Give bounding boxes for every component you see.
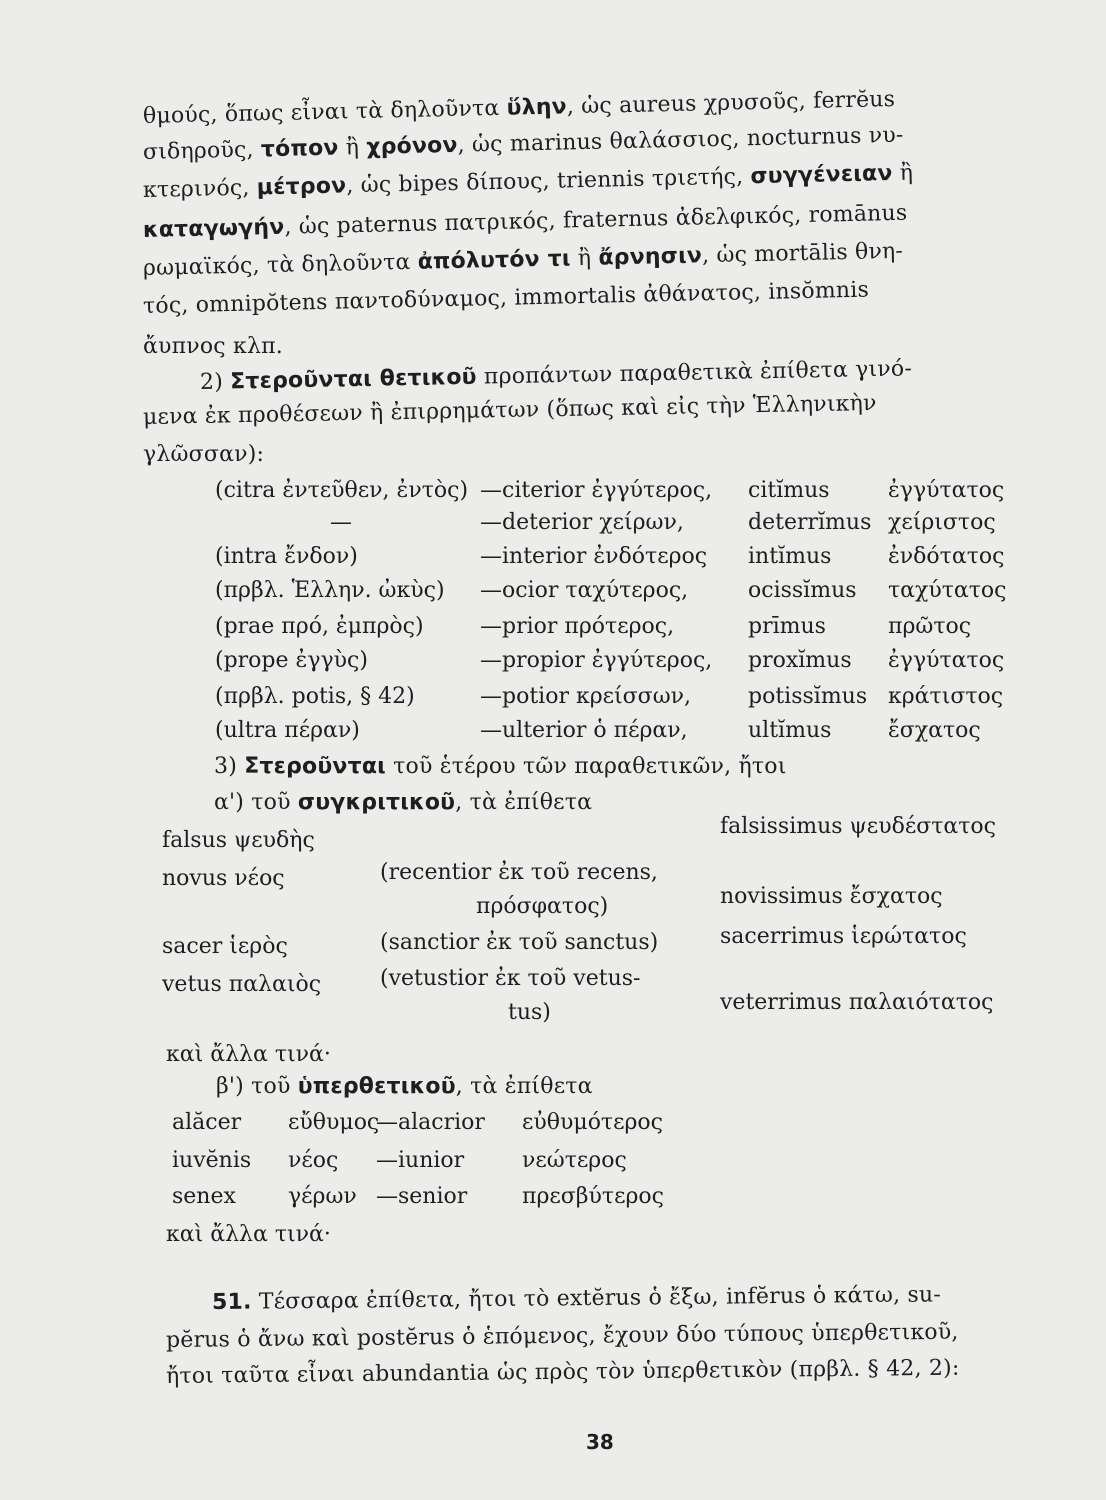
text-line: γλῶσσαν): [143,442,265,467]
text-line: μενα ἐκ προθέσεων ἢ ἐπιρρημάτων (ὅπως καὶ εἰς τὴν Ἑλληνικὴν [142,390,877,430]
table-cell: πρόσφατος) [476,894,609,919]
section-2-heading-line: 2) Στεροῦνται θετικοῦ προπάντων παραθετικὰ ἐπίθετα γινό- [199,356,913,395]
table-cell: sacer ἱερὸς [162,934,288,959]
table-cell: tus) [508,1000,551,1025]
text-line: καταγωγήν, ὡς paternus πατρικός, fraternus ἀδελφικός, romānus [142,200,908,243]
book-page: θμούς, ὅπως εἶναι τὰ δηλοῦντα ὕλην, ὡς aureus χρυσοῦς, ferrĕus σιδηροῦς, τόπον ἢ χρόνον, ὡς marinus θαλάσσιος, nocturnus νυ- κτερινός, μέτρον, ὡς bipes δίπους, triennis τριετής, συγγένειαν ἢ καταγωγήν, ὡς paternus πατρικός, fraternus ἀδελφικός, romānus ρωμαϊκός, τὰ δηλοῦντα ἀπόλυτόν τι ἢ ἄρνησιν, ὡς mortālis θνη- τός, omnipŏtens παντοδύναμος, immortalis ἀθάνατος, insŏmnis ἄυπνος κλπ. 2) Στεροῦνται θετικοῦ προπάντων παραθετικὰ ἐπίθετα γινό- μενα ἐκ προθέσεων ἢ ἐπιρρημάτων (ὅπως καὶ εἰς τὴν Ἑλληνικὴν γλῶσσαν): (citra ἐντεῦθεν, ἐντὸς) —citerior ἐγγύτερος, citĭmus ἐγγύτατος — —deterior χείρων, deterrĭmus χείριστος (intra ἔνδον) —interior ἐνδότερος intĭmus ἐνδότατος (πρβλ. Ἑλλην. ὠκὺς) —ocior ταχύτερος, ocissĭmus ταχύτατος (prae πρό, ἐμπρὸς) —prior πρότερος, prīmus πρῶτος (prope ἐγγὺς) —propior ἐγγύτερος, proxĭmus ἐγγύτατος (πρβλ. potis, § 42) —potior κρείσσων, potissĭmus κράτιστος (ultra πέραν) —ulterior ὁ πέραν, ultĭmus ἔσχατος 3) Στεροῦνται τοῦ ἑτέρου τῶν παραθετικῶν, ἤτοι α') τοῦ συγκριτικοῦ, τὰ ἐπίθετα falsus ψευδὴς falsissimus ψευδέστατος novus νέος (recentior ἐκ τοῦ recens, πρόσφατος) novissimus ἔσχατος sacer ἱερὸς (sanctior ἐκ τοῦ sanctus) sacerrimus ἱερώτατος vetus παλαιὸς (vetustior ἐκ τοῦ vetus- tus) veterrimus παλαιότατος καὶ ἄλλα τινά· β') τοῦ ὑπερθετικοῦ, τὰ ἐπίθετα alăcer εὔθυμος —alacrior εὐθυμότερος iuvĕnis νέος —iunior νεώτερος senex γέρων —senior πρεσβύτερος καὶ ἄλλα τινά· 51. Τέσσαρα ἐπίθετα, ἤτοι τὸ extĕrus ὁ ἔξω, infĕrus ὁ κάτω, su- pĕrus ὁ ἄνω καὶ postĕrus ὁ ἑπόμενος, ἔχουν δύο τύπους ὑπερθετικοῦ, ἤτοι ταῦτα εἶναι abundantia ὡς πρὸς τὸν ὑπερθετικὸν (πρβλ. § 42, 2): 38 [142,86,1007,1454]
text-line: κτερινός, μέτρον, ὡς bipes δίπους, triennis τριετής, συγγένειαν ἢ [142,160,914,203]
subsection-a-line: α') τοῦ συγκριτικοῦ, τὰ ἐπίθετα [214,790,593,815]
table-cell: falsus ψευδὴς [162,828,315,853]
table-cell: novissimus ἔσχατος [720,884,943,909]
table-cell: falsissimus ψευδέστατος [720,814,996,839]
text-line: ἤτοι ταῦτα εἶναι abundantia ὡς πρὸς τὸν ὑπερθετικὸν (πρβλ. § 42, 2): [165,1355,960,1389]
table-cell: novus νέος [162,866,285,891]
table-cell: sacerrimus ἱερώτατος [720,924,967,949]
table-cell: (vetustior ἐκ τοῦ vetus- [380,966,641,991]
text-line: ρωμαϊκός, τὰ δηλοῦντα ἀπόλυτόν τι ἢ ἄρνησιν, ὡς mortālis θνη- [142,238,904,281]
text-line: pĕrus ὁ ἄνω καὶ postĕrus ὁ ἑπόμενος, ἔχουν δύο τύπους ὑπερθετικοῦ, [165,1319,959,1353]
text-line: τός, omnipŏtens παντοδύναμος, immortalis ἀθάνατος, insŏmnis [142,277,870,319]
text-line: καὶ ἄλλα τινά· [166,1222,331,1247]
text-line: σιδηροῦς, τόπον ἢ χρόνον, ὡς marinus θαλάσσιος, nocturnus νυ- [142,122,904,165]
subsection-b-line: β') τοῦ ὑπερθετικοῦ, τὰ ἐπίθετα [216,1074,593,1099]
table-cell: καὶ ἄλλα τινά· [166,1042,331,1067]
table-cell: veterrimus παλαιότατος [720,990,994,1015]
text-line: ἄυπνος κλπ. [143,334,283,359]
section-51-line: 51. Τέσσαρα ἐπίθετα, ἤτοι τὸ extĕrus ὁ ἔξω, infĕrus ὁ κάτω, su- [211,1282,942,1315]
text-line: θμούς, ὅπως εἶναι τὰ δηλοῦντα ὕλην, ὡς aureus χρυσοῦς, ferrĕus [142,86,896,129]
table-cell: (recentior ἐκ τοῦ recens, [380,860,658,885]
page-number: 38 [586,1430,614,1454]
table-cell: vetus παλαιὸς [162,972,322,997]
section-3-heading-line: 3) Στεροῦνται τοῦ ἑτέρου τῶν παραθετικῶν, ἤτοι [214,754,787,779]
table-cell: (sanctior ἐκ τοῦ sanctus) [380,930,659,955]
